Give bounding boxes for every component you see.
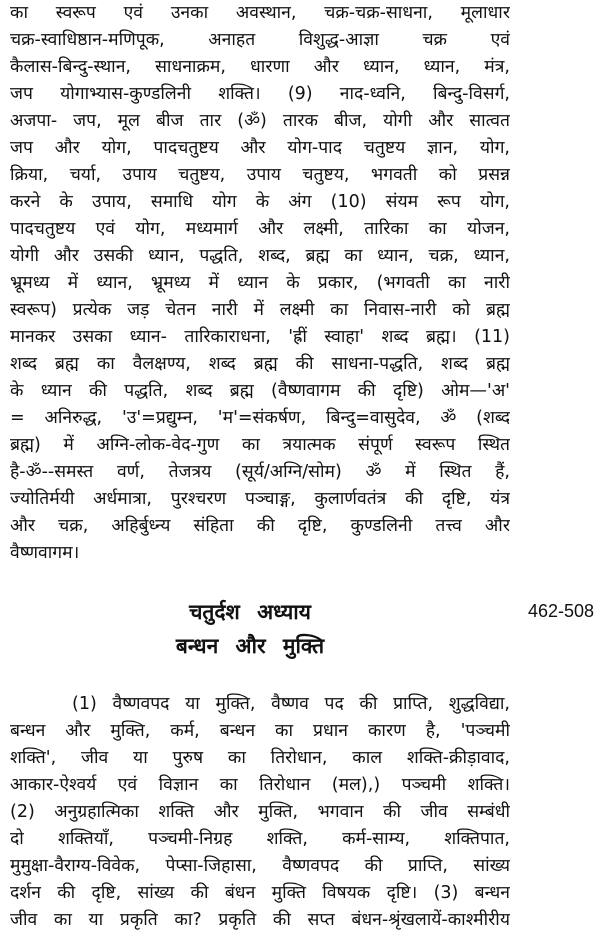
text-line: शब्द ब्रह्म का वैलक्षण्य, शब्द ब्रह्म की साधना-पद्धति, शब्द ब्रह्म <box>10 354 510 374</box>
text-line: आकार-ऐश्वर्य एवं विज्ञान का तिरोधान (मल),) पञ्चमी शक्ति। <box>10 775 510 795</box>
text-line: चक्र-स्वाधिष्ठान-मणिपूक, अनाहत विशुद्ध-आज्ञा चक्र एवं <box>10 30 510 50</box>
text-line: क्रिया, चर्या, उपाय चतुष्टय, उपाय चतुष्टय, भगवती को प्रसन्न <box>10 165 510 185</box>
text-line: कैलास-बिन्दु-स्थान, साधनाक्रम, धारणा और ध्यान, ध्यान, मंत्र, <box>10 57 510 77</box>
text-line: योगी और उसकी ध्यान, पद्धति, शब्द, ब्रह्म का ध्यान, चक्र, ध्यान, <box>10 246 510 266</box>
paragraph-1 <box>10 0 510 567</box>
text-line: जप योगाभ्यास-कुण्डलिनी शक्ति। (9) नाद-ध्वनि, बिन्दु-विसर्ग, <box>10 84 510 104</box>
text-line: स्वरूप) प्रत्येक जड़ चेतन नारी में लक्ष्मी का निवास-नारी को ब्रह्म <box>10 300 510 320</box>
text-line: का स्वरूप एवं उनका अवस्थान, चक्र-चक्र-साधना, मूलाधार <box>10 3 510 23</box>
text-line: दर्शन की दृष्टि, सांख्य की बंधन मुक्ति विषयक दृष्टि। (3) बन्धन <box>10 883 510 903</box>
text-line: मानकर उसका ध्यान- तारिकाराधना, 'ह्रीं स्वाहा' शब्द ब्रह्म। (11) <box>10 327 510 347</box>
text-line: वैष्णवागम। <box>10 543 80 563</box>
text-line: है-ॐ--समस्त वर्ण, तेजत्रय (सूर्य/अग्नि/सोम) ॐ में स्थित हैं, <box>10 462 510 482</box>
chapter-number-heading: चतुर्दश अध्याय <box>189 600 311 624</box>
text-line: ब्रह्म) में अग्नि-लोक-वेद-गुण का त्रयात्मक संपूर्ण स्वरूप स्थित <box>10 435 510 455</box>
text-line: और चक्र, अहिर्बुध्न्य संहिता की दृष्टि, कुण्डलिनी तत्त्व और <box>10 516 510 536</box>
text-line: जप और योग, पादचतुष्टय और योग-पाद चतुष्टय ज्ञान, योग, <box>10 138 510 158</box>
text-line: (2) अनुग्रहात्मिका शक्ति और मुक्ति, भगवान की जीव सम्बंधी <box>10 802 510 822</box>
text-line: के ध्यान की पद्धति, शब्द ब्रह्म (वैष्णवागम की दृष्टि) ओम—'अ' <box>10 381 510 401</box>
text-line: पादचतुष्टय एवं योग, मध्यमार्ग और लक्ष्मी, तारिका का योजन, <box>10 219 510 239</box>
text-line: ज्योतिर्मयी अर्धमात्रा, पुरश्चरण पञ्चाङ्ग, कुलार्णवतंत्र की दृष्टि, यंत्र <box>10 489 510 509</box>
text-line: भ्रूमध्य में ध्यान, भ्रूमध्य में ध्यान के प्रकार, (भगवती का नारी <box>10 273 510 293</box>
chapter-title-heading: बन्धन और मुक्ति <box>175 634 325 658</box>
text-line: करने के उपाय, समाधि योग के अंग (10) संयम रूप योग, <box>10 192 510 212</box>
text-line: मुमुक्षा-वैराग्य-विवेक, पेप्सा-जिहासा, वैष्णवपद की प्राप्ति, सांख्य <box>10 856 510 876</box>
text-line: = अनिरुद्ध, 'उ'=प्रद्युम्न, 'म'=संकर्षण, बिन्दु=वासुदेव, ॐ (शब्द <box>10 408 510 428</box>
text-line: (1) वैष्णवपद या मुक्ति, वैष्णव पद की प्राप्ति, शुद्धविद्या, <box>72 694 510 714</box>
text-line: जीव का या प्रकृति का? प्रकृति की सप्त बंधन-श्रृंखलायें-काश्मीरीय <box>10 910 510 930</box>
page-range: 462-508 <box>527 601 594 621</box>
text-line: शक्ति', जीव या पुरुष का तिरोधान, काल शक्ति-क्रीड़ावाद, <box>10 748 510 768</box>
text-line: बन्धन और मुक्ति, कर्म, बन्धन का प्रधान कारण है, 'पञ्चमी <box>10 721 510 741</box>
paragraph-2 <box>10 691 510 934</box>
text-line: दो शक्तियाँ, पञ्चमी-निग्रह शक्ति, कर्म-साम्य, शक्तिपात, <box>10 829 510 849</box>
text-line: अजपा- जप, मूल बीज तार (ॐ) तारक बीज, योगी और सात्वत <box>10 111 510 131</box>
